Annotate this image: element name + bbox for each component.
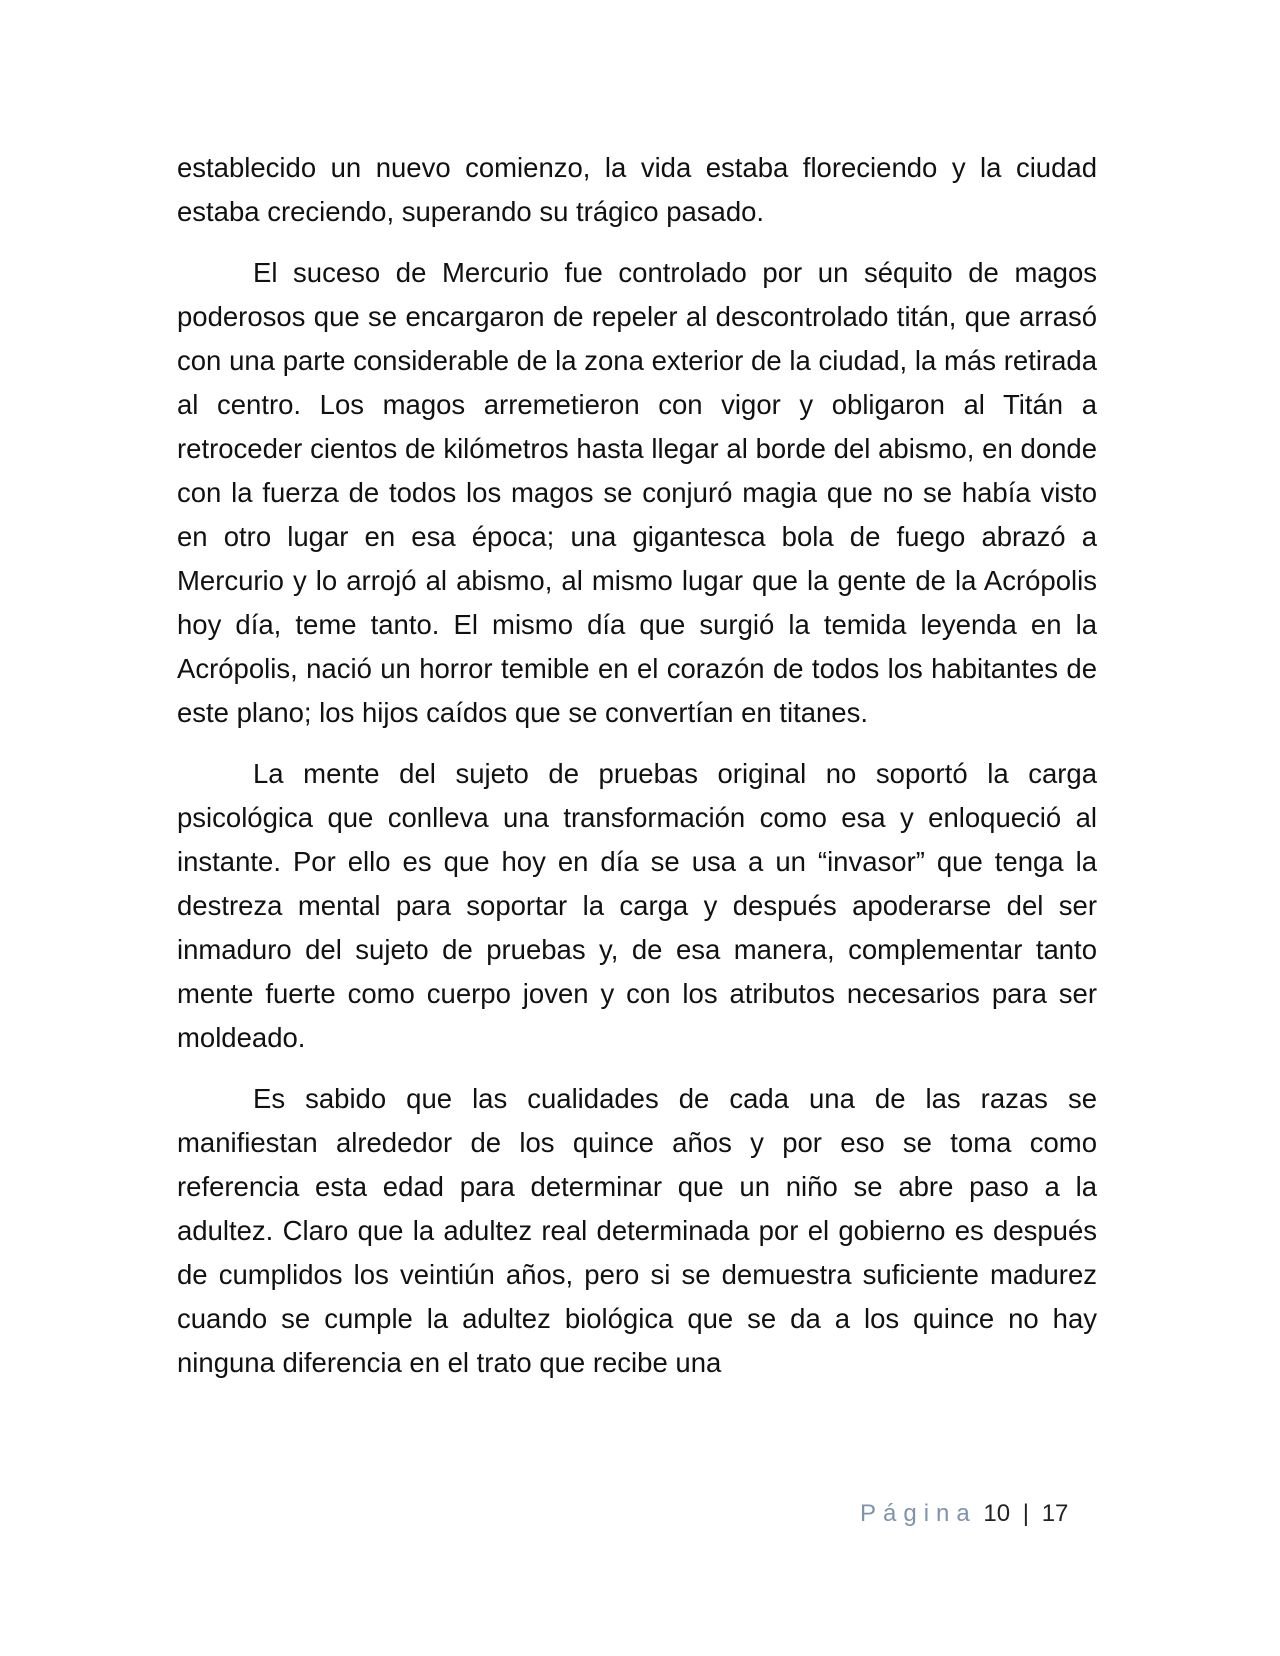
current-page-number: 10 bbox=[983, 1500, 1011, 1527]
page-separator: | bbox=[1022, 1500, 1030, 1527]
total-pages: 17 bbox=[1041, 1500, 1069, 1527]
body-text bbox=[177, 146, 1097, 1402]
paragraph-3: La mente del sujeto de pruebas original no soportó la carga psicológica que conlleva una transformación como esa y enloqueció al instante. Por ello es que hoy en día se usa a un “invasor” que tenga la destreza mental para soportar la carga y después apoderarse del ser inmaduro del sujeto de pruebas y, de esa manera, complementar tanto mente fuerte como cuerpo joven y con los atributos necesarios para ser moldeado. bbox=[177, 758, 1097, 1053]
page-footer bbox=[860, 1498, 1160, 1530]
paragraph-1: establecido un nuevo comienzo, la vida estaba floreciendo y la ciudad estaba creciendo, superando su trágico pasado. bbox=[177, 152, 1097, 227]
paragraph-4: Es sabido que las cualidades de cada una de las razas se manifiestan alrededor de los quince años y por eso se toma como referencia esta edad para determinar que un niño se abre paso a la adultez. Claro que la adultez real determinada por el gobierno es después de cumplidos los veintiún años, pero si se demuestra suficiente madurez cuando se cumple la adultez biológica que se da a los quince no hay ninguna diferencia en el trato que recibe una bbox=[177, 1083, 1097, 1378]
page-label: Página bbox=[860, 1500, 977, 1527]
paragraph-2: El suceso de Mercurio fue controlado por un séquito de magos poderosos que se encargaron de repeler al descontrolado titán, que arrasó con una parte considerable de la zona exterior de la ciudad, la más retirada al centro. Los magos arremetieron con vigor y obligaron al Titán a retroceder cientos de kilómetros hasta llegar al borde del abismo, en donde con la fuerza de todos los magos se conjuró magia que no se había visto en otro lugar en esa época; una gigantesca bola de fuego abrazó a Mercurio y lo arrojó al abismo, al mismo lugar que la gente de la Acrópolis hoy día, teme tanto. El mismo día que surgió la temida leyenda en la Acrópolis, nació un horror temible en el corazón de todos los habitantes de este plano; los hijos caídos que se convertían en titanes. bbox=[177, 257, 1097, 728]
